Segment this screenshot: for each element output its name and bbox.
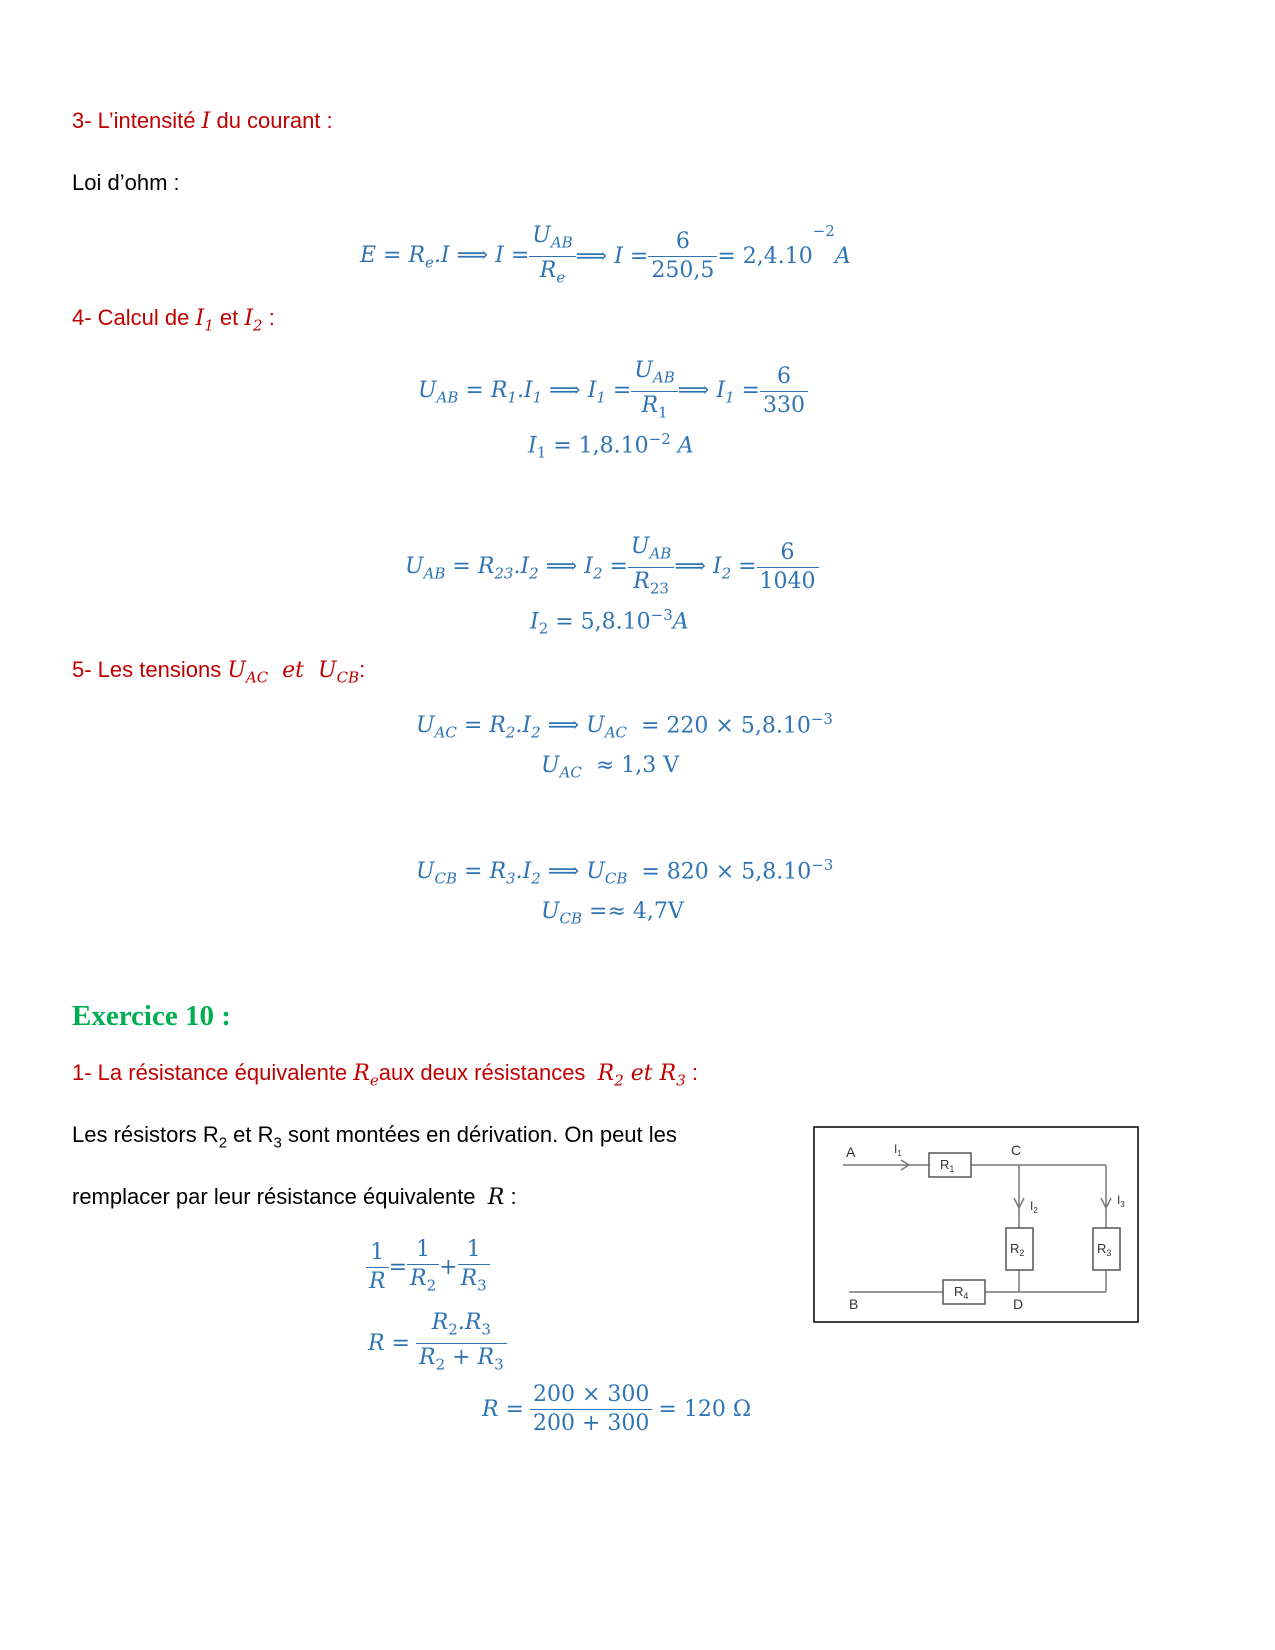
- i1-label: $I_1$: [894, 1142, 902, 1158]
- heading-text: 3- L’intensité: [72, 108, 202, 133]
- fraction: $\frac{R_2.R_3}{R_2 + R_3}$: [416, 1309, 507, 1379]
- equation-current: $E = R_e.I$ ⟹ I = $\frac{U_{AB}}{R_e}$ ⟹ I = $\frac{6}{250,5}$ = 2,4.10 −2 A: [360, 222, 851, 292]
- r1-label: $R_1$: [940, 1157, 955, 1174]
- fraction: $\frac{1}{R_3}$: [458, 1236, 490, 1299]
- heading-text: du courant :: [210, 108, 333, 133]
- result-i1: $I_1 = 1,8.10^{-2}$ A: [528, 430, 694, 462]
- exercise-title: Exercice 10 :: [72, 1000, 231, 1032]
- section-4-heading: 4- Calcul de $I_1$ et $I_2$ :: [72, 305, 275, 335]
- section-3-heading: [72, 108, 333, 134]
- i2-label: $I_2$: [1030, 1199, 1038, 1215]
- i3-label: $I_3$: [1117, 1193, 1125, 1209]
- equation-product-over-sum: R = $\frac{R_2.R_3}{R_2 + R_3}$: [368, 1309, 507, 1379]
- equation-uac: $U_{AC} = R_2.I_2$ ⟹ $U_{AC} = 220 \times 5,8.10^{-3}$: [416, 710, 833, 742]
- equation-ucb: $U_{CB} = R_3.I_2$ ⟹ $U_{CB} = 820 \times 5,8.10^{-3}$: [416, 856, 834, 888]
- heading-variable: I: [201, 109, 211, 134]
- r3-label: $R_3$: [1097, 1241, 1112, 1258]
- result-i2: $I_2 = 5,8.10^{-3}A$: [530, 606, 689, 638]
- equation-i2: $U_{AB} = R_{23}.I_2$ ⟹ $I_2$ = $\frac{U_{AB}}{R_{23}}$ ⟹ $I_2$ = $\frac{6}{1040}$: [405, 533, 819, 603]
- node-d-label: D: [1013, 1296, 1024, 1312]
- circuit-diagram: [813, 1126, 1139, 1323]
- fraction: $\frac{200 \times 300}{200 + 300}$: [530, 1381, 652, 1438]
- fraction: $\frac{U_{AB}}{R_{23}}$: [628, 533, 674, 603]
- equation-parallel: $\frac{1}{R}$ = $\frac{1}{R_2}$ + $\frac{1}{R_3}$: [366, 1236, 490, 1299]
- r4-label: $R_4$: [954, 1284, 969, 1301]
- fraction: $\frac{U_{AB}}{R_1}$: [631, 357, 677, 427]
- result-ucb: $U_{CB} =\approx 4,7V$: [541, 899, 684, 928]
- ohm-law-label: Loi d’ohm :: [72, 170, 180, 195]
- fraction: $\frac{6}{250,5}$: [648, 228, 717, 285]
- fraction: $\frac{U_{AB}}{R_e}$: [529, 222, 575, 292]
- equation-i1: $U_{AB} = R_1.I_1$ ⟹ $I_1$ = $\frac{U_{AB}}{R_1}$ ⟹ $I_1$ = $\frac{6}{330}$: [418, 357, 808, 427]
- node-c-label: C: [1011, 1142, 1022, 1158]
- paragraph-line-2: remplacer par leur résistance équivalente R :: [72, 1184, 517, 1210]
- fraction: $\frac{6}{330}$: [760, 363, 808, 420]
- equation-result-r: R = $\frac{200 \times 300}{200 + 300}$ = 120 Ω: [482, 1382, 752, 1436]
- node-b-label: B: [849, 1296, 859, 1312]
- fraction: $\frac{1}{R_2}$: [407, 1236, 439, 1299]
- fraction: $\frac{6}{1040}$: [757, 539, 819, 596]
- result-uac: $U_{AC} \approx 1,3$ V: [541, 753, 680, 782]
- r2-label: $R_2$: [1010, 1241, 1025, 1258]
- question-1-heading: 1- La résistance équivalente $R_eaux$ deux résistances $R_2$ et $R_3$ :: [72, 1060, 699, 1090]
- fraction: $\frac{1}{R}$: [366, 1239, 389, 1296]
- section-5-heading: 5- Les tensions $U_{AC}$ et $U_{CB}$:: [72, 657, 366, 687]
- node-a-label: A: [846, 1144, 856, 1160]
- paragraph-line-1: Les résistors $R_2$ et $R_3$ sont montées en dérivation. On peut les: [72, 1122, 677, 1152]
